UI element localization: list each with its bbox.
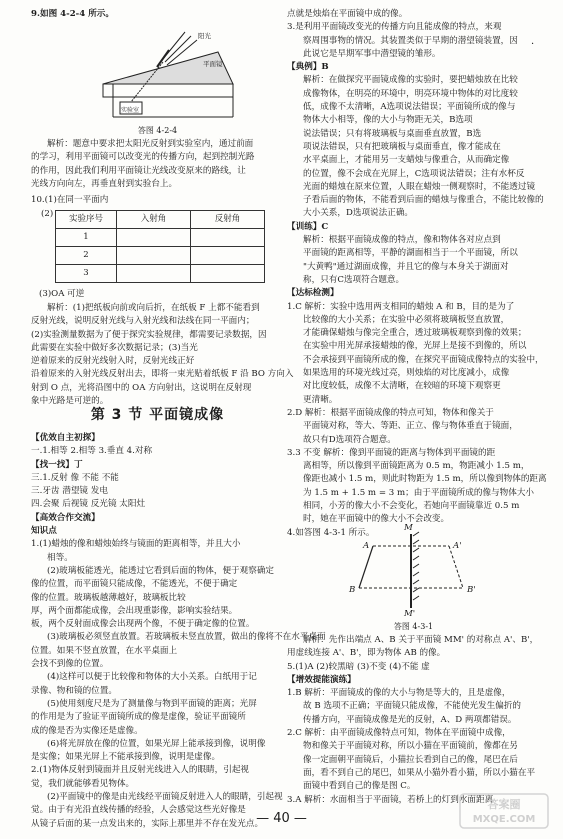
fig-explain-line: 用虚线连接 A'、B'，即为物体 AB 的像。: [287, 648, 446, 659]
table-cell: 1: [56, 229, 117, 247]
table-cell: [191, 229, 265, 247]
kp-line: 会找不到像的位置。: [31, 659, 109, 670]
kp-line: (6)将光屏放在像的位置，如果光屏上能承接到像，说明像: [47, 738, 266, 749]
dabiao-line: 如果选用的环境光线过亮，则烛焰的对比度减小，成像: [303, 368, 510, 379]
mirror-label: 平面镜: [203, 60, 223, 68]
table-row: [56, 229, 265, 247]
zengxiao-line: 面，看不到自己的尾巴，如果从小猫外看小猫，所以小猫在平: [303, 767, 536, 778]
xunlian-line: 解析：根据平面镜成像的特点，像和物体各对应点到: [303, 235, 501, 246]
dabiao-line: 不会承接到平面镜所成的像，在探究平面镜成像特点的实验中，: [303, 354, 544, 365]
right-line: 察周围事物的情况。其装置类似于早期的潜望镜装置，因: [303, 35, 518, 46]
dabiao-line: 时，她在平面镜中的像大小不会改变。: [303, 514, 450, 525]
figure-4-3-1-caption: 答图 4-3-1: [393, 622, 434, 631]
kp-line: 录像、物和镜的位置。: [31, 685, 117, 696]
kp-line: (3)玻璃板必须竖直放置。若玻璃板未竖直放置，做出的像将不在水平桌面: [47, 632, 326, 643]
table-header-row: [56, 211, 265, 229]
answer-line: 四.会聚 后视镜 反光镜 太阳灶: [31, 499, 146, 510]
table-cell: 2: [56, 247, 117, 265]
dianli-line: 解析：在做探究平面镜成像的实验时，要把蜡烛放在比较: [303, 75, 518, 86]
tag-dianli: 【典例】B: [287, 62, 329, 73]
zengxiao-line: 3.A 解析：水面相当于平面镜，若桥上的灯到水面距离: [287, 794, 494, 805]
dabiao-line: 对比度较低，成像不太清晰，在较暗的环境下观察更: [303, 381, 501, 392]
right-line: 点就是烛焰在平面镜中成的像。: [287, 9, 408, 19]
q5-line: 5.(1)A (2)较黑暗 (3)不变 (4)不能 虚: [287, 661, 430, 672]
tag-xunlian: 【训练】C: [287, 221, 329, 232]
dianli-line: 物体大小相等，像的大小与物距无关，B选项: [303, 115, 473, 126]
experiment-table: [55, 210, 265, 283]
q10-part3: (3)OA 可逆: [39, 289, 85, 299]
zengxiao-line: 面镜中看到自己的像是图 C。: [303, 781, 416, 792]
q10-line: 反射光线，说明反射光线与入射光线和法线在同一平面内；: [31, 316, 255, 327]
label-M-prime: M': [404, 609, 416, 619]
svg-text:答案圈: 答案圈: [487, 798, 521, 811]
knowledge-point-label: 知识点: [31, 526, 57, 537]
dabiao-line: 更清晰。: [303, 394, 338, 405]
q9-explanation: [31, 138, 284, 191]
fig-explain-line: 解析：先作出端点 A、B 关于平面镜 MM' 的对称点 A'、B'，: [303, 635, 539, 645]
table-cell: [117, 265, 191, 283]
q9-line: 光线方向向左，再垂直射到实验台上。: [31, 178, 178, 189]
page-number: — 40 —: [256, 811, 307, 826]
label-A-prime: A': [453, 541, 462, 551]
xunlian-line: "大黄鸭"通过湖面成像，并且它的像与本身关于湖面对: [303, 261, 509, 272]
kp-line: 成的像是否为实像还是虚像。: [31, 725, 143, 736]
kp-line: 从镜子后面的某一点发出来的，实际上那里并不存在发光点。: [31, 818, 264, 829]
dabiao-line: 相同，小芳的像大小不会变化，若她向平面镜靠近 0.5 m: [303, 500, 520, 511]
zengxiao-line: 2.C 解析：由平面镜成像特点可知，物体在平面镜中成像，: [287, 728, 511, 739]
q10-line: 逆着原来的反射光线射入时，反射光线正好: [31, 356, 195, 367]
dabiao-line: 离相等，所以像到平面镜距离为 0.5 m，物距减小 1.5 m，: [303, 461, 530, 472]
kp-line: 像的位置，而平面镜只能成像，不能透光，不便于确定: [31, 579, 238, 590]
kp-line: 1.(1)蜡烛的像和蜡烛始终与镜面的距离相等，并且大小: [31, 539, 241, 550]
kp-line: 是实像；如果光屏上不能承接到像，说明是虚像。: [31, 752, 221, 763]
zengxiao-line: 物和像关于平面镜对称，所以小猫在平面镜前，像都在另: [303, 741, 518, 752]
sun-label: 阳光: [198, 32, 211, 40]
table-cell: [117, 229, 191, 247]
q9-line: 解析：题意中要求把太阳光反射到实验室内，通过前面: [47, 139, 254, 149]
kp-line: 位置。如果不竖直放置，在水平桌面上: [31, 645, 178, 656]
dabiao-line: 平面镜对称，等大、等距、正立、像与物体垂直于镜面，: [303, 421, 518, 432]
kp-line: 2.(1)物体反射到镜面并且反射光线进入人的眼睛，引起视: [31, 765, 250, 776]
tag-dabiao: 【达标检测】: [287, 288, 339, 299]
right-line: 此说它是早期军事中潜望镜的雏形。: [303, 48, 441, 59]
answer-line: 一.1.相等 2.相等 3.垂直 4.对称: [31, 446, 153, 457]
answer-line: 三.牙齿 潜望镜 发电: [31, 486, 108, 497]
figure-4-2-4: [93, 22, 243, 122]
dabiao-line: 比较像的大小关系；在实验中必须将玻璃板竖直放置，: [303, 314, 510, 325]
kp-line: 像的位置。玻璃板越薄越好，玻璃板比较: [31, 592, 186, 603]
dianli-line: 的位置，像不会成在光屏上，C选项说法错误；注有水杯反: [303, 168, 525, 179]
right-line: 3.是利用平面镜改变光的传播方向且能成像的特点，来观: [287, 22, 502, 33]
label-B-prime: B': [467, 585, 476, 595]
watermark-logo: [459, 793, 549, 829]
dabiao-line: 2.D 解析：根据平面镜成像的特点可知，物体和像关于: [287, 407, 494, 418]
q9-title: 9.如图 4-2-4 所示。: [31, 9, 114, 19]
q10-part2: (2): [41, 209, 54, 219]
watermark-icon: [459, 793, 549, 829]
kp-line: (2)平面镜中的像是由光线经平面镜反射进入人的眼睛，引起视: [47, 792, 283, 803]
kp-line: 相等。: [47, 552, 73, 563]
q10-line: 此需要在实验中做好多次数据记录；(3)当光: [31, 342, 198, 353]
dianli-line: 说法错误；只有将玻璃板与桌面垂直放置，B选: [303, 128, 482, 139]
figure-4-2-4-drawing: [93, 22, 243, 122]
zengxiao-line: 故 B 选项不正确；平面镜只能成像，不能使光发生偏折的: [303, 701, 522, 712]
xunlian-line: 称，只有C选项符合题意。: [303, 274, 405, 285]
tag-zengxiao: 【增效提能演练】: [287, 674, 356, 685]
room-label: 实验室: [121, 107, 140, 114]
xunlian-line: 平面镜的距离相等，平静的湖面相当于一个平面镜，所以: [303, 248, 518, 259]
dianli-line: 子看后面的物体，不能看到后面的蜡烛与像重合，不能比较像的: [303, 195, 544, 206]
q9-line: 的学习，利用平面镜可以改变光的传播方向，起到控制光路: [31, 152, 255, 163]
kp-line: (2)玻璃板能透光，能透过它看到后面的物体，便于观察确定: [47, 565, 275, 576]
dabiao-line: 在实验中用光屏承接蜡烛的像，光屏上是接不到像的，所以: [303, 341, 527, 352]
kp-line: 板，两个反射面成像会出现两个像，不便于确定像的位置。: [31, 619, 255, 630]
section-title: 第 3 节 平面镜成像: [90, 407, 225, 423]
dianli-line: 项说法错误，只有把玻璃板与桌面垂直，像才能成在: [303, 141, 501, 152]
q10-line: 象中光路是可逆的。: [31, 396, 109, 407]
q10-title: 10.(1)在同一平面内: [31, 195, 109, 205]
table-header: 反射角: [191, 211, 265, 229]
answer-line: 三.1.反射 像 不能 不能: [31, 472, 119, 483]
q10-line: 沿着原来的入射光线反射出去，即将一束光贴着纸板 F 沿 BO 方向入: [31, 369, 294, 380]
kp-line: (4)这样可以便于比较像和物体的大小关系。白纸用于记: [47, 672, 257, 683]
label-B: B: [349, 585, 356, 595]
kp-line: 的作用是为了验证平面镜所成的像是虚像，验证平面镜所: [31, 712, 246, 723]
dianli-line: 成像物体，在明亮的环境中，明亮环境中物体的对比度较: [303, 88, 518, 99]
dianli-line: 水平桌面上，才能用另一支蜡烛与像重合，从而确定像: [303, 155, 510, 166]
q10-line: 射到 O 点，光将沿图中的 OA 方向射出，这说明在反射现: [31, 382, 252, 393]
table-row: [56, 247, 265, 265]
top-mark: ·: [531, 39, 535, 50]
kp-line: 厚，两个面都能成像，会出现重影像，影响实验结果。: [31, 605, 238, 616]
dianli-line: 光面的蜡烛在原来位置，人眼在蜡烛一侧观察时，不能透过镜: [303, 181, 536, 192]
table-header: 入射角: [117, 211, 191, 229]
kp-line: 觉。由于有光沿直线传播的经验，人会感觉这些光好像是: [31, 805, 246, 816]
table-cell: [191, 247, 265, 265]
q10-line: 解析：(1)把纸板向前或向后折，在纸板 F 上都不能看到: [47, 303, 260, 313]
table-row: [56, 265, 265, 283]
dabiao-line: 才能确保蜡烛与像完全重合，透过玻璃板观察到像的效果；: [303, 328, 527, 339]
figure-4-3-1: [347, 523, 487, 619]
right-bottom: [287, 634, 540, 807]
q10-explanation: [31, 302, 294, 408]
kp-line: (5)使用刻度尺是为了测量像与物到平面镜的距离；光屏: [47, 698, 257, 709]
dabiao-line: 1.C 解析：实验中选用两支相同的蜡烛 A 和 B，目的是为了: [287, 301, 515, 312]
label-A: A: [363, 541, 370, 551]
q10-line: (2)实验测量数据为了便于探究实验规律，都需要记录数据，因: [31, 329, 267, 340]
dabiao-line: 4.如答图 4-3-1 所示。: [287, 527, 375, 538]
table-cell: [117, 247, 191, 265]
q9-line: 的作用，因此我们利用平面镜让光线改变原来的路线，让: [31, 165, 246, 176]
tag-gaoxiao: 【高效合作交流】: [31, 512, 100, 523]
dianli-line: 大小关系，D选项说法正确。: [303, 208, 414, 219]
right-top: [287, 8, 547, 540]
kp-line: 觉，我们就能够看见物体。: [31, 778, 135, 789]
dabiao-line: 为 1.5 m + 1.5 m = 3 m；由于平面镜所成的像与物体大小: [303, 487, 535, 498]
svg-text:MXQE.COM: MXQE.COM: [472, 814, 536, 825]
label-M: M: [404, 523, 413, 533]
zengxiao-line: 传播方向，平面镜成像是光的反射，A、D 两项都错误。: [303, 714, 517, 725]
dabiao-line: 故只有D选项符合题意。: [303, 434, 396, 445]
tag-youxiao: 【优效自主初探】: [31, 433, 100, 443]
dianli-line: 低，成像不太清晰，A选项说法错误；平面镜所成的像与: [303, 102, 516, 113]
tag-zhaoyizhao: 【找一找】丁: [31, 459, 83, 470]
dabiao-line: 像距也减小 1.5 m，则此时物距为 1.5 m，所以像到物体的距离: [303, 474, 547, 485]
table-header: 实验序号: [56, 211, 117, 229]
figure-4-2-4-caption: 答图 4-2-4: [137, 126, 178, 135]
table-cell: [191, 265, 265, 283]
zengxiao-line: 像一定面朝平面镜后，小猫拉长看到自己的像，尾巴在后: [303, 754, 518, 765]
zengxiao-line: 1.B 解析：平面镜成的像的大小与物是等大的，且是虚像，: [287, 688, 511, 699]
table-cell: 3: [56, 265, 117, 283]
dabiao-line: 3.3 不变 解析：像到平面镜的距离与物体到平面镜的距: [287, 447, 496, 458]
